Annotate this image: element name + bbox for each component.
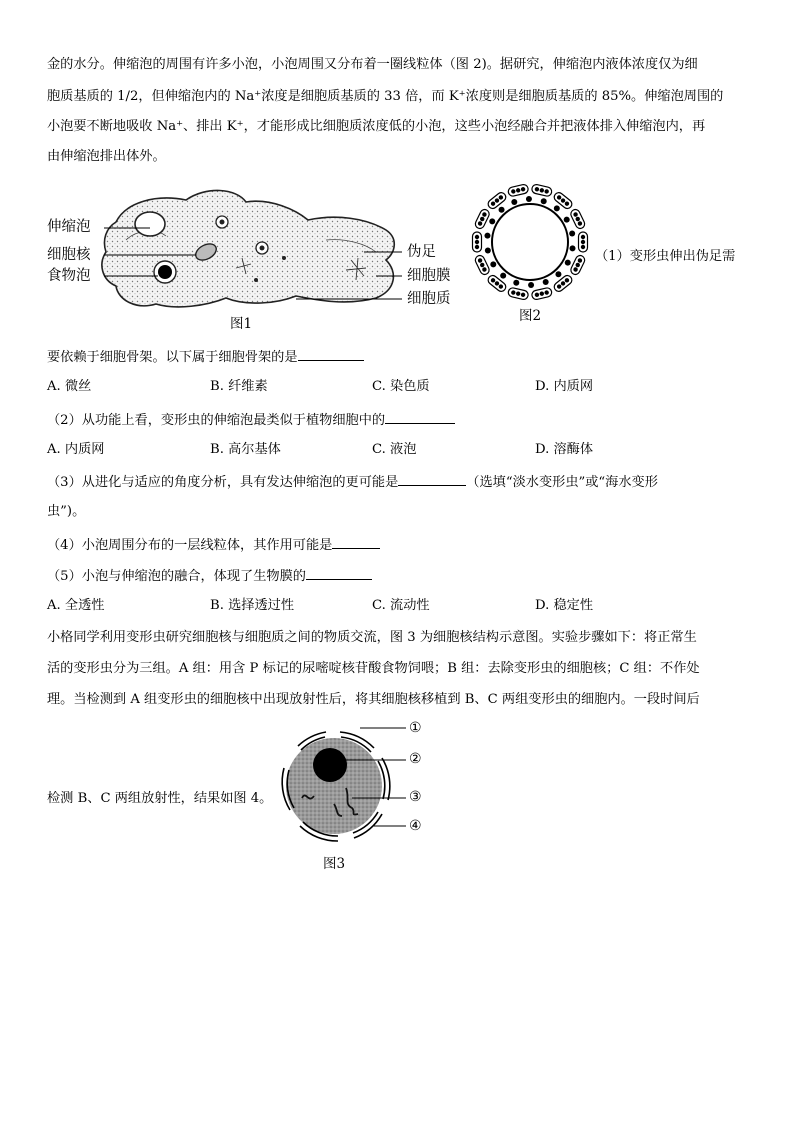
small-vesicle (570, 245, 576, 251)
q1-option-d[interactable]: D. 内质网 (535, 379, 594, 394)
q2-option-a[interactable]: A. 内质网 (47, 442, 105, 457)
small-vesicle (490, 261, 496, 267)
mitochondrion (552, 274, 573, 294)
mitochondrion (473, 232, 482, 252)
small-vesicle (554, 205, 560, 211)
small-vesicle (555, 271, 561, 277)
small-vesicle (499, 207, 505, 213)
vacuole-mitochondria-figure (470, 180, 590, 304)
mitochondrion (569, 254, 586, 276)
small-vesicle (484, 233, 490, 239)
q4-answer-blank[interactable] (332, 534, 380, 549)
para2-line4: 检测 B、C 两组放射性，结果如图 4。 (47, 791, 273, 806)
q2-option-d[interactable]: D. 溶酶体 (535, 442, 594, 457)
q2-answer-blank[interactable] (385, 409, 455, 424)
mitochondrion (486, 191, 507, 211)
q1-option-a[interactable]: A. 微丝 (47, 379, 92, 394)
q2-option-c[interactable]: C. 液泡 (372, 442, 417, 457)
para2-line1: 小格同学利用变形虫研究细胞核与细胞质之间的物质交流，图 3 为细胞核结构示意图。实验步骤如下：将正常生 (47, 630, 697, 645)
small-vesicle (513, 280, 519, 286)
q3-answer-blank[interactable] (398, 471, 466, 486)
label-pseudopod: 伪足 (407, 244, 436, 260)
mitochondrion (507, 287, 529, 300)
q3-stem-end: 虫”)。 (47, 504, 86, 519)
q5-answer-blank[interactable] (306, 565, 372, 580)
small-vesicle (500, 273, 506, 279)
q5-stem: （5）小泡与伸缩泡的融合，体现了生物膜的 (47, 565, 372, 587)
para1-line1: 金的水分。伸缩泡的周围有许多小泡，小泡周围又分布着一圈线粒体（图 2)。据研究，伸缩泡内液体浓度仅为细 (47, 57, 698, 72)
amoeba-body (102, 190, 394, 306)
small-vesicle (541, 198, 547, 204)
small-vesicle (569, 230, 575, 236)
label-cytoplasm: 细胞质 (407, 291, 451, 307)
q3-stem: （3）从进化与适应的角度分析，具有发达伸缩泡的更可能是 （选填“淡水变形虫”或“海水变形 (47, 471, 658, 493)
small-vesicle (511, 199, 517, 205)
q1-option-c[interactable]: C. 染色质 (372, 379, 430, 394)
marker-3: ③ (409, 789, 422, 805)
q1-stem-part2: 要依赖于细胞骨架。以下属于细胞骨架的是 (47, 346, 364, 368)
q5-option-d[interactable]: D. 稳定性 (535, 598, 594, 613)
nucleolus (313, 748, 347, 782)
small-vesicle (489, 218, 495, 224)
q1-stem-part1: （1）变形虫伸出伪足需 (595, 249, 736, 264)
para2-line3: 理。当检测到 A 组变形虫的细胞核中出现放射性后，将其细胞核移植到 B、C 两组变形虫的细胞内。一段时间后 (47, 692, 700, 707)
q5-option-c[interactable]: C. 流动性 (372, 598, 430, 613)
label-cell-membrane: 细胞膜 (407, 268, 451, 284)
para2-line2: 活的变形虫分为三组。A 组：用含 P 标记的尿嘧啶核苷酸食物饲喂；B 组：去除变形虫的细胞核；C 组：不作处 (47, 661, 700, 676)
figure3-caption: 图3 (323, 856, 346, 872)
figure1-caption: 图1 (230, 316, 253, 332)
label-food-vacuole: 食物泡 (47, 268, 91, 284)
para1-line2: 胞质基质的 1/2，但伸缩泡内的 Na⁺浓度是细胞质基质的 33 倍，而 K⁺浓度则是细胞质基质的 85%。伸缩泡周围的 (47, 89, 724, 104)
small-vesicle (528, 282, 534, 288)
contractile-vacuole (135, 212, 165, 236)
marker-2: ② (409, 751, 422, 767)
mitochondrion (579, 232, 588, 252)
mitochondrion (531, 287, 553, 300)
q5-option-a[interactable]: A. 全透性 (47, 598, 105, 613)
q4-stem: （4）小泡周围分布的一层线粒体，其作用可能是 (47, 534, 380, 556)
q1-answer-blank[interactable] (298, 346, 364, 361)
small-vesicle (485, 248, 491, 254)
small-vesicle (564, 217, 570, 223)
marker-4: ④ (409, 818, 422, 834)
small-vesicle (565, 260, 571, 266)
q5-option-b[interactable]: B. 选择透过性 (210, 598, 295, 613)
mitochondrion (474, 254, 491, 276)
amoeba-figure (46, 180, 466, 330)
q2-option-b[interactable]: B. 高尔基体 (210, 442, 281, 457)
label-contractile-vacuole: 伸缩泡 (47, 219, 91, 235)
mitochondrion (531, 184, 553, 197)
q2-stem: （2）从功能上看，变形虫的伸缩泡最类似于植物细胞中的 (47, 409, 455, 431)
mitochondrion (507, 184, 529, 197)
mitochondrion (569, 208, 586, 230)
small-vesicle (526, 196, 532, 202)
para1-line4: 由伸缩泡排出体外。 (47, 149, 166, 164)
small-vesicle (543, 279, 549, 285)
label-nucleus: 细胞核 (47, 247, 91, 263)
figure2-caption: 图2 (519, 308, 542, 324)
marker-1: ① (409, 720, 422, 736)
q1-option-b[interactable]: B. 纤维素 (210, 379, 268, 394)
para1-line3: 小泡要不断地吸收 Na⁺、排出 K⁺，才能形成比细胞质浓度低的小泡，这些小泡经融合并把液体排入伸缩泡内，再 (47, 119, 706, 134)
mitochondrion (474, 208, 491, 230)
